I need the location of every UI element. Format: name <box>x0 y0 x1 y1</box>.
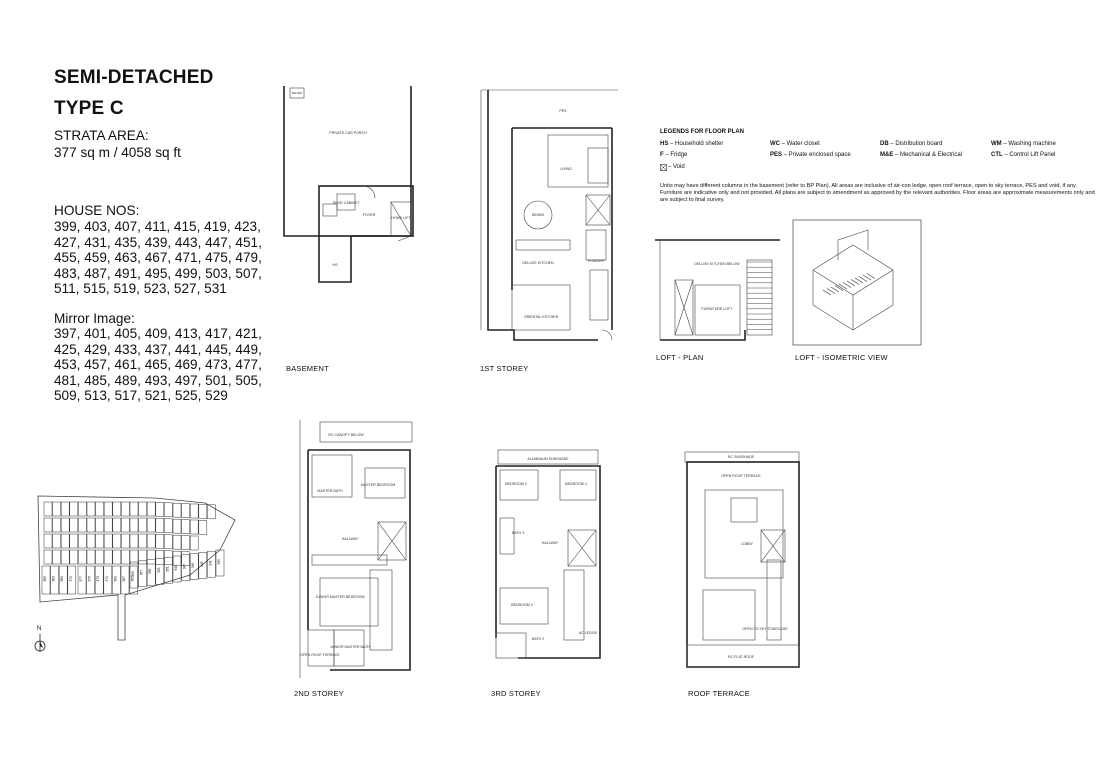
site-lot-number: 359 <box>131 571 135 577</box>
rc-canopy-label: RC CANOPY BELOW <box>328 433 364 437</box>
hallway-3-label: HALLWAY <box>541 541 559 545</box>
car-porch-label: PRIVATE CAR PORCH <box>329 131 367 135</box>
site-lot <box>182 552 190 566</box>
site-lot-number: 381 <box>60 576 65 582</box>
site-lot <box>182 536 190 550</box>
caption-roof-terrace: ROOF TERRACE <box>688 689 750 698</box>
strata-label: STRATA AREA: <box>54 128 149 143</box>
site-lot-number: 367 <box>122 576 126 582</box>
site-lot-number: 353 <box>156 567 161 573</box>
iso-stair-tread <box>827 289 835 294</box>
site-lot <box>190 504 198 518</box>
legend-me: M&E – Mechanical & Electrical <box>880 152 963 158</box>
site-lot <box>121 518 129 532</box>
bedroom4-label: BEDROOM 4 <box>565 482 587 486</box>
site-lot-number: 377 <box>79 576 83 582</box>
site-lot <box>96 534 104 548</box>
site-lot-number: 349 <box>174 565 178 571</box>
site-lot <box>113 518 121 532</box>
site-plan <box>30 490 245 665</box>
aluminium-sunshade-label: ALUMINIUM SUNSHADE <box>527 457 569 461</box>
iso-stair-tread <box>823 290 831 295</box>
site-lot <box>53 550 61 564</box>
basement-plan <box>283 86 413 296</box>
site-lot <box>190 536 198 550</box>
iso-stair-tread <box>855 278 863 283</box>
bath2-label: BATH 2 <box>531 637 545 641</box>
site-lot <box>61 550 69 564</box>
site-lot-number: 385 <box>43 576 47 582</box>
site-lot <box>130 534 138 548</box>
rc-flat-roof-label: RC FLAT ROOF <box>727 655 755 659</box>
site-lot <box>139 534 147 548</box>
deluxe-kitchen-label: DELUXE KITCHEN <box>522 261 554 265</box>
iso-stair-tread <box>851 280 859 285</box>
foyer-label: FOYER <box>362 213 376 217</box>
site-lot <box>164 535 172 549</box>
iso-stair-tread <box>847 281 855 286</box>
site-lot <box>104 502 112 516</box>
home-lift-label: HOME LIFT <box>391 216 411 220</box>
iso-stair-tread <box>867 274 875 279</box>
site-lot <box>44 550 52 564</box>
site-lot-number: 355 <box>148 568 153 575</box>
furniture-loft-label: FURNITURE LOFT <box>701 307 733 311</box>
open-roof-terrace-2-label: OPEN ROOF TERRACE <box>300 653 340 657</box>
legend-f: F – Fridge <box>660 152 688 158</box>
legend-note: Units may have different columns in the basement (refer to BP Plan). All areas are inclusive of air-con ledge, open roof terrace, open to sky terrace, PES and void, if any. Furniture are indicative only and not provided. All plans are subject to amendment as approved by the relevant authorities. Floor areas are approximate measurements only and are subject to final survey. <box>660 183 1095 203</box>
caption-second-storey: 2ND STOREY <box>294 689 344 698</box>
site-lot <box>173 535 181 549</box>
house-nos-list: 399, 403, 407, 411, 415, 419, 423, 427, 431, 435, 439, 443, 447, 451, 455, 459, 463, 467, 471, 475, 479, 483, 487, 491, 495, 499, 503, 507, 511, 515, 519, 523, 527, 531 <box>54 219 262 297</box>
site-lot <box>61 502 69 516</box>
legend-hs: HS – Household shelter <box>660 141 724 147</box>
iso-stair-tread <box>859 277 867 282</box>
site-lot <box>70 518 78 532</box>
oriental-kitchen-label: ORIENTAL KITCHEN <box>523 315 559 319</box>
third-storey-plan <box>488 448 610 670</box>
hallway-2-label: HALLWAY <box>341 537 359 541</box>
caption-third-storey: 3RD STOREY <box>491 689 541 698</box>
site-lot-number: 357 <box>139 569 144 576</box>
site-lot <box>130 518 138 532</box>
site-lot <box>113 534 121 548</box>
site-lot <box>44 518 52 532</box>
pes-label: PES <box>559 109 567 113</box>
title-line-1: SEMI-DETACHED <box>54 67 214 88</box>
site-lot-number: 383 <box>51 576 56 582</box>
site-lot-number: 379 <box>68 576 73 582</box>
bedroom2-label: BEDROOM 2 <box>511 603 533 607</box>
site-lot <box>96 518 104 532</box>
site-lot <box>78 502 86 516</box>
caption-basement: BASEMENT <box>286 364 329 373</box>
shoe-cabinet-label: SHOE CABINET <box>332 201 360 205</box>
site-lot <box>53 534 61 548</box>
site-lot <box>147 502 155 516</box>
site-lot-number: 345 <box>191 562 196 569</box>
master-bath-label: MASTER BATH <box>317 489 343 493</box>
site-lot <box>87 518 95 532</box>
legend-void: – Void <box>668 164 685 170</box>
site-lot <box>53 502 61 516</box>
site-lot <box>104 518 112 532</box>
site-lot <box>156 534 164 548</box>
site-lot <box>113 502 121 516</box>
caption-loft-iso: LOFT - ISOMETRIC VIEW <box>795 353 888 362</box>
site-lot <box>173 519 181 533</box>
site-lot <box>156 502 164 516</box>
site-lot-number: 347 <box>182 563 187 570</box>
lobby-label: LOBBY <box>741 542 753 546</box>
site-lot <box>104 534 112 548</box>
legend-ctl: CTL – Control Lift Panel <box>991 152 1056 158</box>
site-lot <box>147 534 155 548</box>
site-lot <box>156 550 164 564</box>
rc-sunshade-label: RC SUNSHADE <box>727 455 755 459</box>
site-lot <box>139 502 147 516</box>
site-lot <box>44 534 52 548</box>
caption-first-storey: 1ST STOREY <box>480 364 529 373</box>
site-lot <box>130 502 138 516</box>
legend-db: DB – Distribution board <box>880 141 943 147</box>
legend-wm: WM – Washing machine <box>991 141 1056 147</box>
master-bedroom-label: MASTER BEDROOM <box>360 483 396 487</box>
site-lot-number: 343 <box>199 561 204 567</box>
site-lot <box>190 520 198 534</box>
site-lot <box>70 534 78 548</box>
site-lot <box>121 550 129 564</box>
site-lot <box>199 520 207 534</box>
mirror-label: Mirror Image: <box>54 311 135 326</box>
site-lot <box>164 519 172 533</box>
site-lot <box>78 550 86 564</box>
bedroom3-label: BEDROOM 3 <box>505 482 527 486</box>
site-lot-number: 371 <box>104 576 109 582</box>
open-roof-terrace-label: OPEN ROOF TERRACE <box>721 474 761 478</box>
north-label: N <box>37 626 42 632</box>
junior-master-bath-label: JUNIOR MASTER BATH <box>330 645 370 649</box>
site-lot <box>104 550 112 564</box>
strata-value: 377 sq m / 4058 sq ft <box>54 145 181 160</box>
site-lot-number: 339 <box>217 559 221 565</box>
site-lot <box>173 551 181 565</box>
site-lot <box>147 550 155 564</box>
site-lot <box>87 534 95 548</box>
iso-stair-tread <box>839 284 847 289</box>
site-lot <box>78 518 86 532</box>
site-lot <box>61 534 69 548</box>
site-lot-number: 351 <box>165 566 170 572</box>
site-lot <box>121 502 129 516</box>
site-lot <box>113 550 121 564</box>
site-lot <box>44 502 52 516</box>
iso-stair-tread <box>831 287 839 292</box>
house-nos-label: HOUSE NOS: <box>54 203 140 218</box>
bath3-label: BATH 3 <box>511 531 525 535</box>
site-lot-number: 375 <box>87 576 92 582</box>
site-lot <box>164 503 172 517</box>
powder-label: POWDER <box>587 259 605 263</box>
caption-loft-plan: LOFT - PLAN <box>656 353 704 362</box>
site-lot <box>53 518 61 532</box>
site-lot-number: 341 <box>208 560 213 566</box>
dining-label: DINING <box>531 213 545 217</box>
site-lot <box>173 503 181 517</box>
legend-title: LEGENDS FOR FLOOR PLAN <box>660 129 744 135</box>
second-storey-plan <box>290 420 420 682</box>
site-lot-number: 365 <box>130 576 135 582</box>
deluxe-kitchen-below-label: DELUXE KITCHEN BELOW <box>694 262 740 266</box>
site-lot-number: 373 <box>96 576 101 582</box>
site-lot <box>164 551 172 565</box>
site-lot <box>87 502 95 516</box>
north-arrow-icon <box>32 630 48 656</box>
living-label: LIVING <box>560 167 572 171</box>
site-lot <box>96 502 104 516</box>
site-lot <box>156 518 164 532</box>
first-storey-plan <box>478 90 618 352</box>
void-icon <box>660 164 667 171</box>
roof-terrace-plan <box>683 450 801 670</box>
site-lot <box>139 550 147 564</box>
iso-stair-tread <box>863 275 871 280</box>
site-lot <box>70 550 78 564</box>
ac-ledge-label: AC LEDGE <box>578 631 598 635</box>
site-lot <box>147 518 155 532</box>
title-line-2: TYPE C <box>54 98 124 119</box>
loft-plan <box>655 240 780 345</box>
legend-wc: WC – Water closet <box>770 141 820 147</box>
site-lot <box>139 518 147 532</box>
open-to-sky-label: OPEN TO SKY STAIRCASE <box>742 627 788 631</box>
site-lot-number: 369 <box>113 576 118 582</box>
site-lot <box>199 504 207 518</box>
site-lot <box>96 550 104 564</box>
site-lot <box>182 520 190 534</box>
site-lot <box>78 534 86 548</box>
meter-label: METER <box>291 91 303 95</box>
site-lot <box>121 534 129 548</box>
site-lot <box>87 550 95 564</box>
hs-label: HS <box>332 263 338 267</box>
legend-pes: PES – Private enclosed space <box>770 152 851 158</box>
loft-isometric <box>793 220 921 345</box>
site-lot <box>182 504 190 518</box>
site-lot <box>61 518 69 532</box>
iso-stair-tread <box>843 283 851 288</box>
junior-master-bedroom-label: JUNIOR MASTER BEDROOM <box>315 595 365 599</box>
mirror-nos-list: 397, 401, 405, 409, 413, 417, 421, 425, 429, 433, 437, 441, 445, 449, 453, 457, 461, 465, 469, 473, 477, 481, 485, 489, 493, 497, 501, 505, 509, 513, 517, 521, 525, 529 <box>54 326 262 404</box>
site-lot <box>70 502 78 516</box>
